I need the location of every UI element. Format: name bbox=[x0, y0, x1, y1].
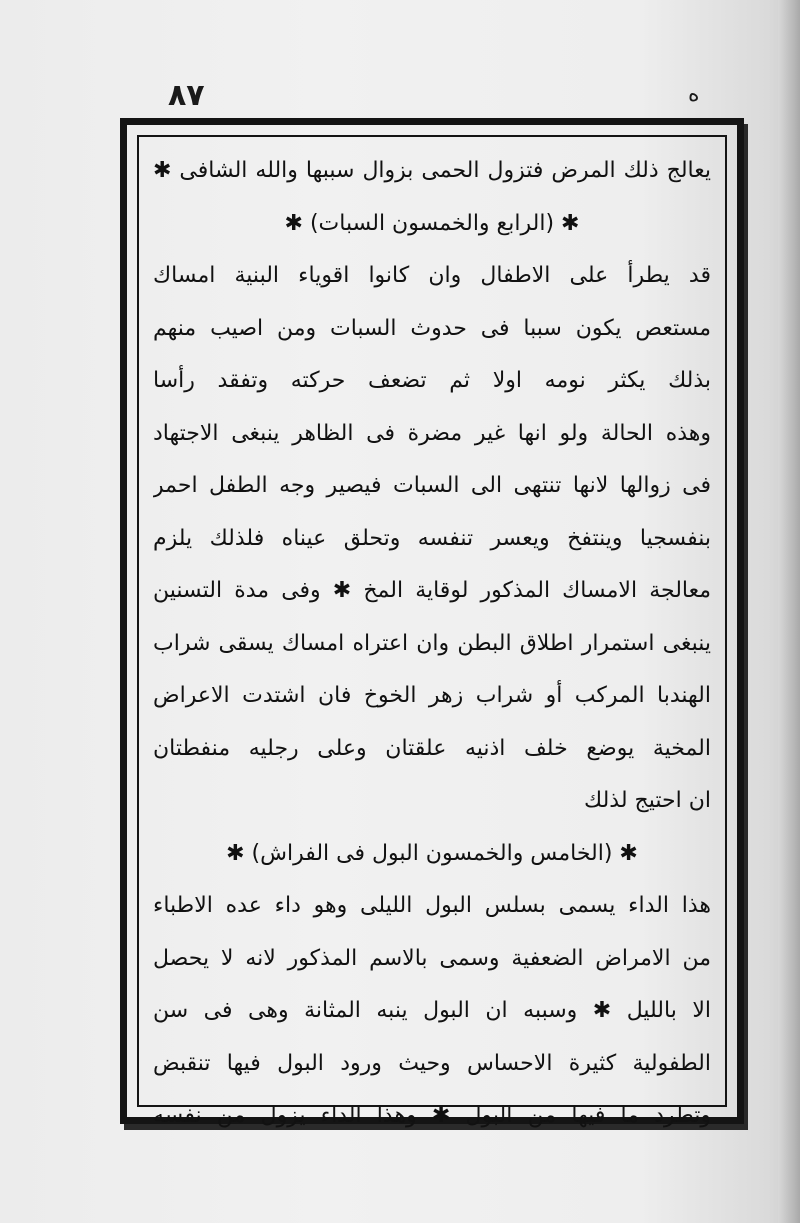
text-line: الطفولية كثيرة الاحساس وحيث ورود البول فيها تنقبض bbox=[153, 1050, 711, 1076]
text-line: المخية يوضع خلف اذنيه علقتان وعلى رجليه منفطتان bbox=[153, 735, 711, 761]
text-line: يعالج ذلك المرض فتزول الحمى بزوال سببها والله الشافى ✱ bbox=[153, 158, 711, 183]
corner-mark: ه bbox=[688, 82, 700, 107]
text-line: الهندبا المركب أو شراب زهر الخوخ فان اشتدت الاعراض bbox=[153, 683, 711, 708]
text-frame-outer bbox=[120, 118, 744, 1128]
text-line: معالجة الامساك المذكور لوقاية المخ ✱ وفى مدة التسنين bbox=[153, 578, 711, 603]
text-line: وتطرد ما فيها من البول ✱ وهذا الداء يزول من نفسه bbox=[153, 1103, 711, 1128]
text-line: بذلك يكثر نومه اولا ثم تضعف حركته وتفقد رأسا bbox=[153, 368, 711, 393]
text-line: وهذه الحالة ولو انها غير مضرة فى الظاهر ينبغى الاجتهاد bbox=[153, 420, 711, 446]
text-line: من الامراض الضعفية وسمى بالاسم المذكور لانه لا يحصل bbox=[153, 945, 711, 971]
text-line: ينبغى استمرار اطلاق البطن وان اعتراه امساك يسقى شراب bbox=[153, 630, 711, 656]
text-line: هذا الداء يسمى بسلس البول الليلى وهو داء عده الاطباء bbox=[153, 893, 711, 918]
text-line: ان احتيج لذلك bbox=[584, 788, 711, 813]
text-block bbox=[153, 145, 711, 1143]
text-line: فى زوالها لانها تنتهى الى السبات فيصير وجه الطفل احمر bbox=[153, 473, 711, 498]
section-heading: ✱ (الخامس والخمسون البول فى الفراش) ✱ bbox=[226, 840, 638, 866]
text-line: قد يطرأ على الاطفال وان كانوا اقوياء البنية امساك bbox=[153, 263, 711, 288]
text-line: الا بالليل ✱ وسببه ان البول ينبه المثانة وهى فى سن bbox=[153, 998, 711, 1023]
text-line: بنفسجيا وينتفخ ويعسر تنفسه وتحلق عيناه فلذلك يلزم bbox=[153, 525, 711, 551]
text-line: مستعص يكون سببا فى حدوث السبات ومن اصيب منهم bbox=[153, 315, 711, 341]
text-frame-inner bbox=[137, 135, 727, 1128]
page-edge bbox=[778, 0, 800, 1223]
page-number: ٨٧ bbox=[168, 78, 205, 113]
section-heading: ✱ (الرابع والخمسون السبات) ✱ bbox=[284, 210, 580, 236]
